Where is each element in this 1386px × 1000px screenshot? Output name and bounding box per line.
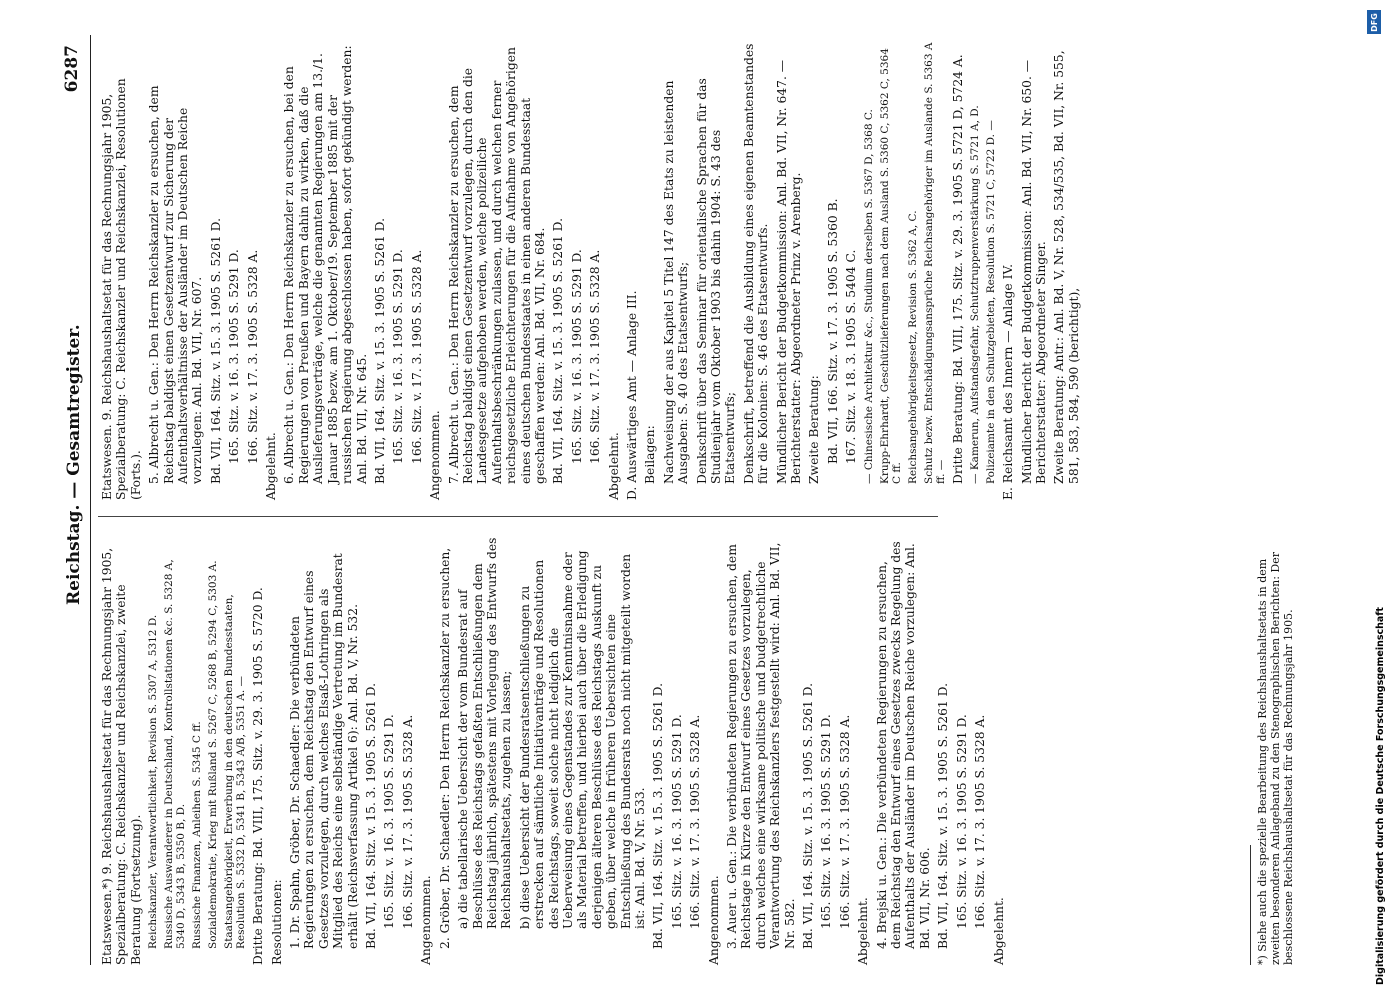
index-entry: 166. Sitz. v. 17. 3. 1905 S. 5328 A.	[409, 249, 424, 464]
index-entry: Krupp-Ehrhardt, Geschützlieferungen nach dem Ausland S. 5360 C, 5362 C, 5364 C ff.	[878, 48, 903, 484]
index-entry: 5. Albrecht u. Gen.: Den Herrn Reichskanzler zu ersuchen, dem Reichstag baldigst einen Gesetzentwurf zur Sicherung der Aufenthaltsverhältnisse der Ausländer im Deutschen Reiche vorzulegen: Anl. Bd. VII, Nr. 607.	[147, 85, 205, 484]
index-entry: Bd. VII, 164. Sitz. v. 15. 3. 1905 S. 5261 D.	[208, 218, 223, 484]
footnote: *) Siehe auch die spezielle Bearbeitung des Reichshaushaltsetats in dem zweiten besonderen Anlageband zu den Stenographischen Berichten: Der beschlossene Reichshaushaltsetat für das Rechnungsjahr 1905.	[1256, 551, 1295, 965]
index-entry: 165. Sitz. v. 16. 3. 1905 S. 5291 D.	[382, 714, 397, 929]
index-entry: Angenommen.	[706, 875, 721, 965]
index-entry: 6. Albrecht u. Gen.: Den Herrn Reichskanzler zu ersuchen, bei den Regierungen von Preußen und Bayern dahin zu wirken, daß die Auslieferungsverträge, welche die genannten Regierungen am 13./1. Januar 1885 bezw. am 1. Oktober/19. September 1885 mit der russischen Regierung abgeschlossen haben, sofort gekündigt werden: Anl. Bd. VII, Nr. 645.	[282, 45, 369, 484]
index-entry: Bd. VII, 164. Sitz. v. 15. 3. 1905 S. 5261 D.	[364, 683, 379, 949]
index-entry: 165. Sitz. v. 16. 3. 1905 S. 5291 D.	[669, 714, 684, 929]
index-entry: Angenommen.	[419, 875, 434, 965]
index-entry: 166. Sitz. v. 17. 3. 1905 S. 5328 A.	[245, 249, 260, 464]
index-entry: Resolutionen:	[269, 879, 284, 965]
index-entry: 165. Sitz. v. 16. 3. 1905 S. 5291 D.	[391, 249, 406, 464]
index-entry: 165. Sitz. v. 16. 3. 1905 S. 5291 D.	[569, 249, 584, 464]
index-entry: Bd. VII, 164. Sitz. v. 15. 3. 1905 S. 5261 D.	[551, 218, 566, 484]
index-entry: Reichsangehörigkeitsgesetz, Revision S. 5362 A, C.	[906, 210, 919, 484]
index-entry: 165. Sitz. v. 16. 3. 1905 S. 5291 D.	[954, 714, 969, 929]
index-entry: — Chinesische Architektur &c., Studium derselben S. 5367 D, 5368 C.	[862, 109, 875, 484]
index-entry: Bd. VII, 164. Sitz. v. 15. 3. 1905 S. 5261 D.	[651, 683, 666, 949]
index-entry: 166. Sitz. v. 17. 3. 1905 S. 5328 A.	[688, 714, 703, 929]
index-entry: Mündlicher Bericht der Budgetkommission: Anl. Bd. VII, Nr. 650. — Berichterstatter: Abgeordneter Singer.	[1019, 59, 1048, 484]
index-entry: Denkschrift, betreffend die Ausbildung eines eigenen Beamtenstandes für die Kolonien: S. 46 des Etatsentwurfs.	[741, 43, 771, 484]
index-entry: — Kamerun, Aufstandsgefahr, Schutztruppenverstärkung S. 5721 A, D.	[969, 105, 982, 484]
index-entry: Dritte Beratung: Bd. VIII, 175. Sitz. v. 29. 3. 1905 S. 5721 D, 5724 A.	[950, 54, 965, 484]
left-column	[100, 535, 1010, 965]
index-entry: 4. Brejski u. Gen.: Die verbündeten Regierungen zu ersuchen, dem Reichstag den Entwurf eines Gesetzes zwecks Regelung des Aufenthalts der Ausländer im Deutschen Reiche vorzulegen: Anl. Bd. VII, Nr. 606.	[874, 541, 932, 949]
footnote-rule	[1250, 845, 1251, 965]
index-entry: Abgelehnt.	[856, 897, 871, 965]
running-title: Reichstag. — Gesamtregister.	[64, 324, 84, 605]
column-divider	[98, 516, 938, 517]
index-entry: Dritte Beratung: Bd. VIII, 175. Sitz. v. 29. 3. 1905 S. 5720 D.	[251, 587, 266, 965]
index-entry: Zweite Beratung: Antr.: Anl. Bd. V, Nr. 528, 534/535, Bd. VII, Nr. 555, 581, 583, 584, 590 (berichtigt),	[1052, 50, 1081, 484]
index-entry: 165. Sitz. v. 16. 3. 1905 S. 5291 D.	[227, 249, 242, 464]
index-entry: 3. Auer u. Gen.: Die verbündeten Regierungen zu ersuchen, dem Reichstage in Kürze den Entwurf eines Gesetzes vorzulegen, durch welches eine wirksame politische und budgetrechtliche Verantwortung des Reichskanzlers festgestellt wird: Anl. Bd. VII, Nr. 582.	[725, 542, 797, 949]
index-entry: 2. Gröber, Dr. Schaedler: Den Herrn Reichskanzler zu ersuchen,	[437, 547, 452, 949]
index-entry: 166. Sitz. v. 17. 3. 1905 S. 5328 A.	[837, 714, 852, 929]
index-entry: 165. Sitz. v. 16. 3. 1905 S. 5291 D.	[819, 714, 834, 929]
index-entry: Abgelehnt.	[606, 432, 621, 500]
page-number: 6287	[62, 45, 82, 93]
index-entry: Bd. VII, 166. Sitz. v. 17. 3. 1905 S. 5360 B.	[825, 198, 840, 464]
index-entry: Etatswesen.*) 9. Reichshaushaltsetat für das Rechnungsjahr 1905, Spezialberatung: C. Reichskanzler und Reichskanzlei, zweite Beratung (Fortsetzung).	[100, 547, 143, 965]
dfg-logo: DFG	[1367, 10, 1381, 34]
index-entry: 166. Sitz. v. 17. 3. 1905 S. 5328 A.	[973, 714, 988, 929]
index-entry: Nachweisung der aus Kapitel 5 Titel 147 des Etats zu leistenden Ausgaben: S. 40 des Etatsentwurfs;	[661, 80, 691, 484]
index-entry: Bd. VII, 164. Sitz. v. 15. 3. 1905 S. 5261 D.	[372, 218, 387, 484]
index-entry: Schutz bezw. Entschädigungsansprüche Reichsangehöriger im Auslande S. 5363 A ff. —	[922, 42, 947, 484]
rotated-page	[60, 35, 1350, 965]
index-entry: Zweite Beratung:	[807, 375, 822, 484]
index-entry: 167. Sitz. v. 18. 3. 1905 S. 5404 C.	[844, 249, 859, 464]
index-entry: a) die tabellarische Uebersicht der vom Bundesrat auf Beschlüsse des Reichstags gefaßten Entschließungen dem Reichstag jährlich, spätestens mit Vorlegung des Entwurfs des Reichshaushaltsetats, zugehen zu lassen;	[456, 537, 514, 929]
index-entry: 1. Dr. Spahn, Gröber, Dr. Schaedler: Die verbündeten Regierungen zu ersuchen, dem Reichstag den Entwurf eines Gesetzes vorzulegen, durch welches Elsaß-Lothringen als Mitglied des Reichs eine selbständige Vertretung im Bundesrat erhält (Reichsverfassung Artikel 6): Anl. Bd. V, Nr. 532.	[288, 553, 360, 949]
index-entry: Angenommen.	[428, 410, 443, 500]
index-entry: Beilagen:	[643, 425, 658, 484]
index-entry: Russische Auswanderer in Deutschland, Kontrollstationen &c. S. 5328 A, 5340 D, 5343 B, 5350 B, D.	[163, 559, 188, 949]
index-entry: Mündlicher Bericht der Budgetkommission: Anl. Bd. VII, Nr. 647. — Berichterstatter: Abgeordneter Prinz v. Arenberg.	[774, 59, 804, 484]
page-header	[60, 35, 90, 965]
index-entry: D. Auswärtiges Amt — Anlage III.	[625, 290, 639, 500]
index-entry: Staatsangehörigkeit, Erwerbung in den deutschen Bundesstaaten, Resolution S. 5332 D, 5341 B, 5343 A/B, 5351 A. —	[223, 594, 248, 949]
digitization-credit: Digitalisierung gefördert durch die Deutsche Forschungsgemeinschaft	[1375, 607, 1386, 985]
index-entry: Bd. VII, 164. Sitz. v. 15. 3. 1905 S. 5261 D.	[936, 683, 951, 949]
index-entry: Etatswesen. 9. Reichshaushaltsetat für das Rechnungsjahr 1905, Spezialberatung: C. Reichskanzler und Reichskanzlei, Resolutionen (Forts.).	[100, 78, 143, 500]
index-entry: b) diese Uebersicht der Bundesratsentschließungen zu erstrecken auf sämtliche Initiativanträge und Resolutionen des Reichstags, soweit solche nicht lediglich die Ueberweisung eines Gegenstandes zur Kenntnisnahme oder als Material betreffen, und hierbei auch über die Erledigung derjenigen älteren Beschlüsse des Reichstags Auskunft zu geben, über welche in früheren Uebersichten eine Entschließung des Bundesrats noch nicht mitgeteilt worden ist: Anl. Bd. V, Nr. 533.	[517, 550, 647, 929]
index-entry: Russische Finanzen, Anleihen S. 5345 C ff.	[191, 721, 204, 949]
index-entry: Denkschrift über das Seminar für orientalische Sprachen für das Studienjahr vom Oktober 1903 bis dahin 1904: S. 43 des Etatsentwurfs;	[694, 78, 738, 484]
right-column	[100, 40, 1085, 500]
index-entry: Polizeiamte in den Schutzgebieten, Resolution S. 5721 C, 5722 D. —	[985, 120, 998, 484]
index-entry: 166. Sitz. v. 17. 3. 1905 S. 5328 A.	[400, 714, 415, 929]
index-entry: Abgelehnt.	[991, 897, 1006, 965]
index-entry: 166. Sitz. v. 17. 3. 1905 S. 5328 A.	[588, 249, 603, 464]
index-entry: Sozialdemokratie, Krieg mit Rußland S. 5267 C, 5268 B, 5294 C, 5303 A.	[207, 560, 220, 949]
header-rule	[90, 35, 91, 965]
index-entry: Bd. VII, 164. Sitz. v. 15. 3. 1905 S. 5261 D.	[801, 683, 816, 949]
index-entry: Abgelehnt.	[264, 432, 279, 500]
index-entry: E. Reichsamt des Innern — Anlage IV.	[1001, 263, 1016, 500]
index-entry: 7. Albrecht u. Gen.: Den Herrn Reichskanzler zu ersuchen, dem Reichstag baldigst einen Gesetzentwurf vorzulegen, durch den die Landesgesetze aufgehoben werden, welche polizeiliche Aufenthaltsbeschränkungen zulassen, und durch welchen ferner reichsgesetzliche Erleichterungen für die Aufnahme von Angehörigen eines deutschen Bundesstaates in einen anderen Bundesstaat geschaffen werden: Anl. Bd. VII, Nr. 684.	[446, 47, 547, 484]
index-entry: Reichskanzler, Verantwortlichkeit, Revision S. 5307 A, 5312 D.	[147, 614, 160, 949]
